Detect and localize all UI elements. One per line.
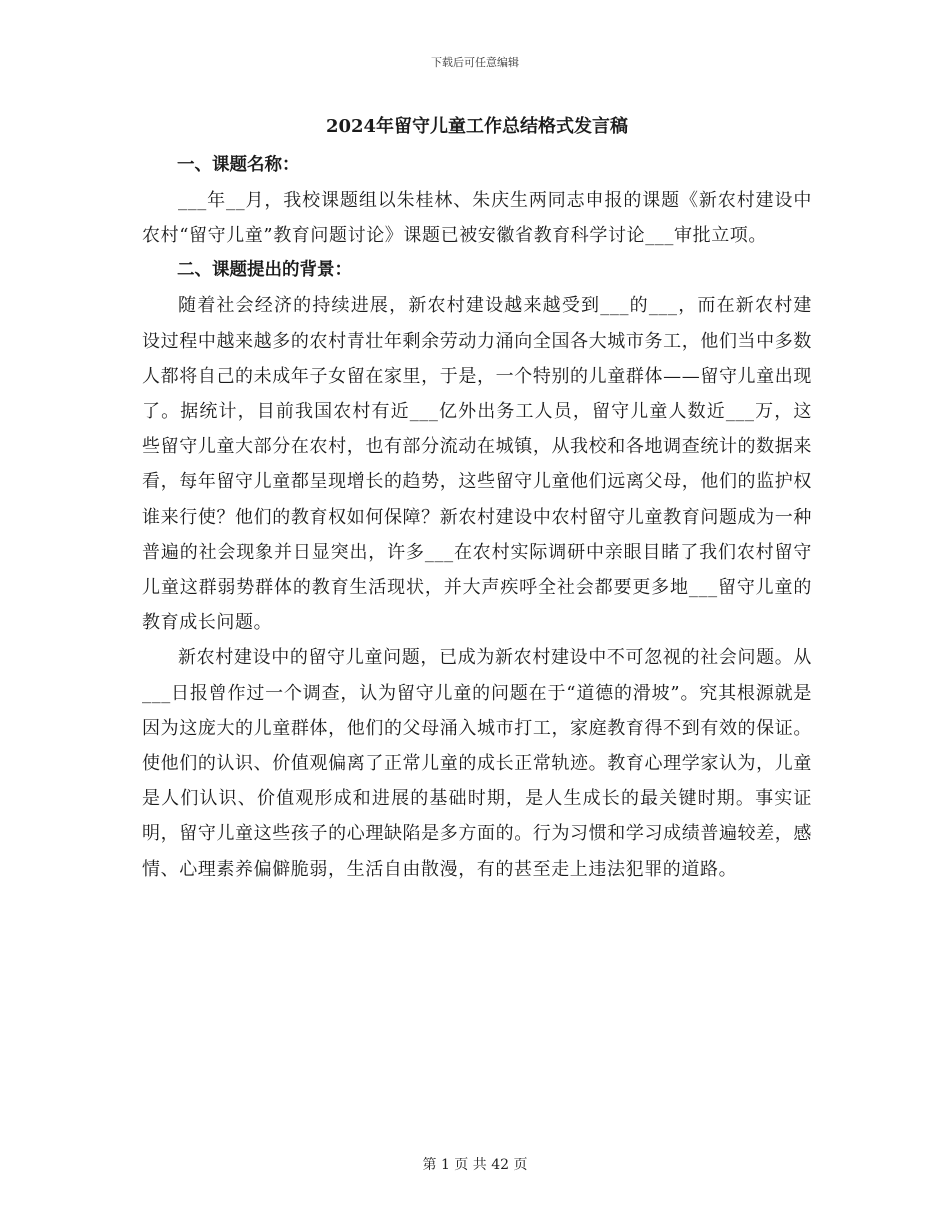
page-footer: 第 1 页 共 42 页: [422, 1157, 528, 1173]
document-body: [142, 112, 812, 887]
paragraph: ___年__月，我校课题组以朱桂林、朱庆生两同志申报的课题《新农村建设中农村“留守儿童”教育问题讨论》课题已被安徽省教育科学讨论___审批立项。: [142, 190, 812, 247]
header-note: 下载后可任意编辑: [431, 56, 519, 69]
paragraph: 随着社会经济的持续进展，新农村建设越来越受到___的___，而在新农村建设过程中越来越多的农村青壮年剩余劳动力涌向全国各大城市务工，他们当中多数人都将自己的未成年子女留在家里，于是，一个特别的儿童群体——留守儿童出现了。据统计，目前我国农村有近___亿外出务工人员，留守儿童人数近___万，这些留守儿童大部分在农村，也有部分流动在城镇，从我校和各地调查统计的数据来看，每年留守儿童都呈现增长的趋势，这些留守儿童他们远离父母，他们的监护权谁来行使？他们的教育权如何保障？新农村建设中农村留守儿童教育问题成为一种普遍的社会现象并日显突出，许多___在农村实际调研中亲眼目睹了我们农村留守儿童这群弱势群体的教育生活现状，并大声疾呼全社会都要更多地___留守儿童的教育成长问题。: [142, 295, 812, 634]
section-heading-1: 一、课题名称：: [177, 155, 300, 175]
section-heading-2: 二、课题提出的背景：: [177, 260, 352, 281]
paragraph: 新农村建设中的留守儿童问题，已成为新农村建设中不可忽视的社会问题。从___日报曾作过一个调查，认为留守儿童的问题在于“道德的滑坡”。究其根源就是因为这庞大的儿童群体，他们的父母涌入城市打工，家庭教育得不到有效的保证。使他们的认识、价值观偏离了正常儿童的成长正常轨迹。教育心理学家认为，儿童是人们认识、价值观形成和进展的基础时期，是人生成长的最关键时期。事实证明，留守儿童这些孩子的心理缺陷是多方面的。行为习惯和学习成绩普遍较差，感情、心理素养偏僻脆弱，生活自由散漫，有的甚至走上违法犯罪的道路。: [142, 647, 812, 880]
document-title: 2024年留守儿童工作总结格式发言稿: [325, 116, 629, 137]
